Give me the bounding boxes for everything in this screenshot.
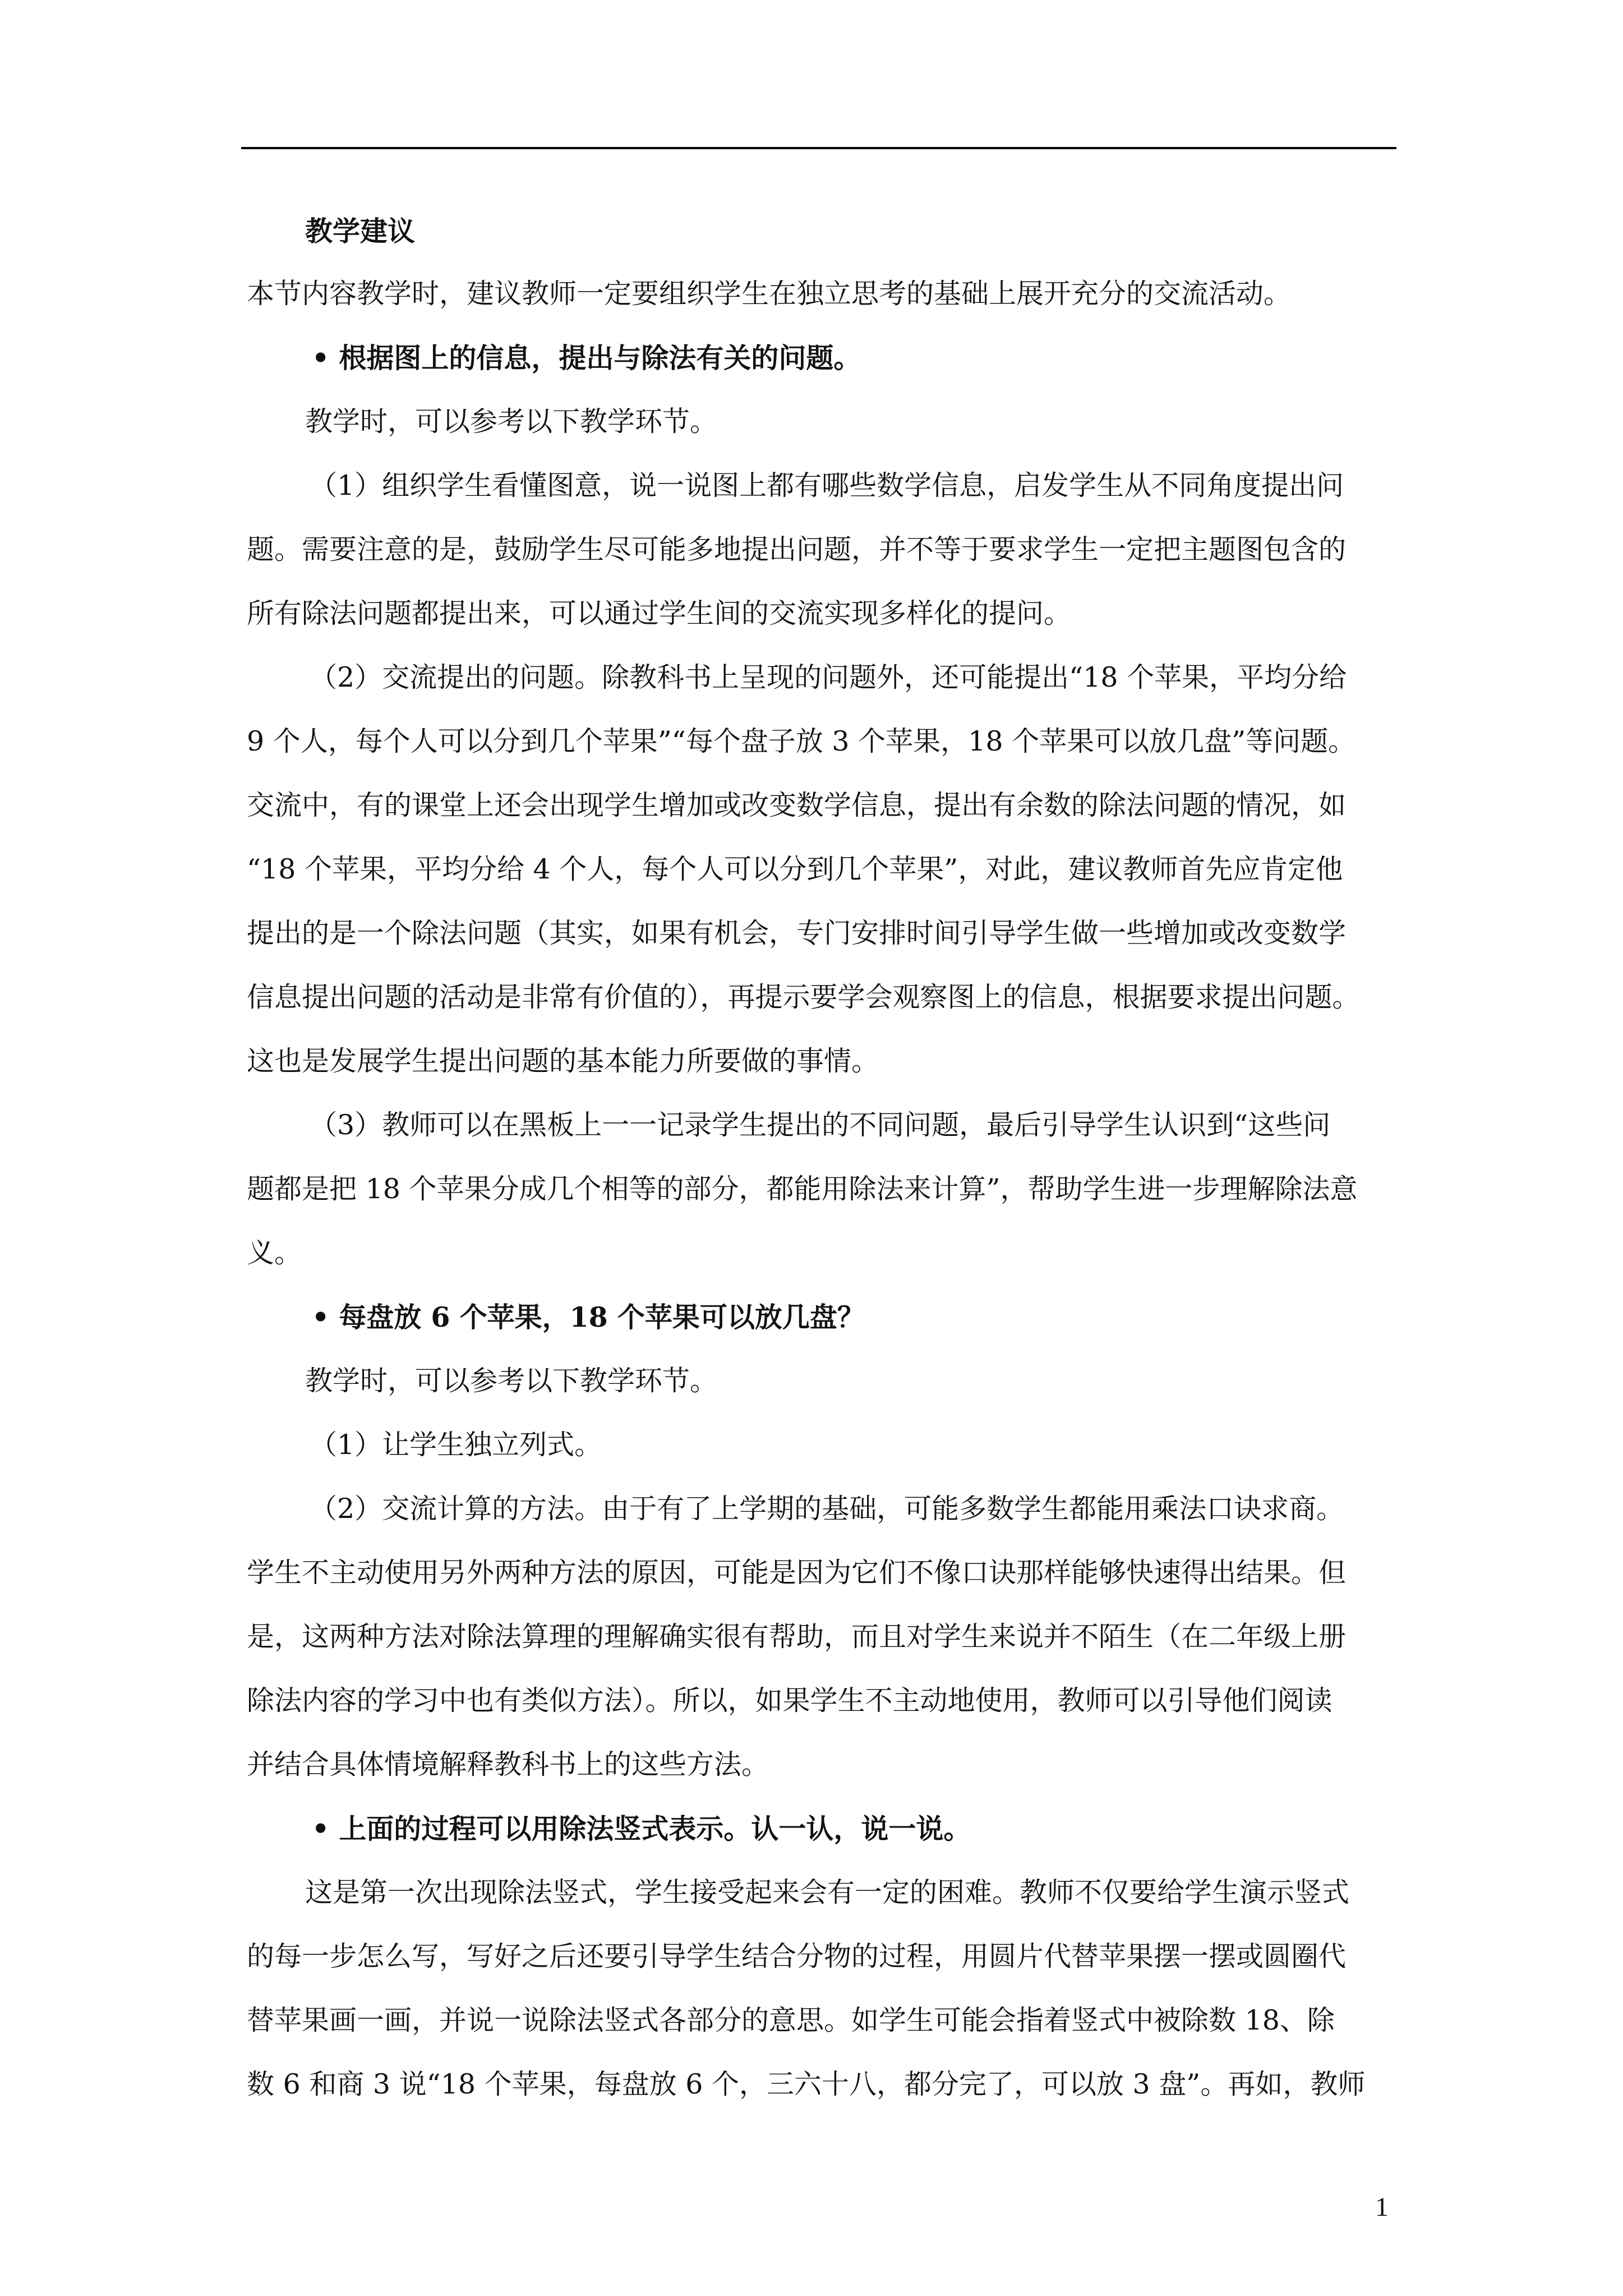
paragraph-line: 题。需要注意的是，鼓励学生尽可能多地提出问题，并不等于要求学生一定把主题图包含的 xyxy=(247,533,1347,565)
page-number: 1 xyxy=(1375,2192,1389,2222)
paragraph-line: 教学时，可以参考以下教学环节。 xyxy=(305,406,718,438)
paragraph-line: 教学时，可以参考以下教学环节。 xyxy=(305,1365,718,1397)
paragraph-line: 并结合具体情境解释教科书上的这些方法。 xyxy=(247,1749,769,1780)
subheading-bullet: • 每盘放 6 个苹果，18 个苹果可以放几盘？ xyxy=(312,1301,865,1333)
paragraph-line: 这也是发展学生提出问题的基本能力所要做的事情。 xyxy=(247,1045,879,1077)
paragraph-line: 是，这两种方法对除法算理的理解确实很有帮助，而且对学生来说并不陌生（在二年级上册 xyxy=(247,1621,1347,1653)
paragraph-line: 的每一步怎么写，写好之后还要引导学生结合分物的过程，用圆片代替苹果摆一摆或圆圈代 xyxy=(247,1940,1347,1972)
section-heading: 教学建议 xyxy=(305,215,416,247)
paragraph-line: 题都是把 18 个苹果分成几个相等的部分，都能用除法来计算”，帮助学生进一步理解除法意 xyxy=(247,1173,1358,1205)
paragraph-line: （2）交流计算的方法。由于有了上学期的基础，可能多数学生都能用乘法口诀求商。 xyxy=(310,1493,1344,1525)
subheading-bullet: • 根据图上的信息，提出与除法有关的问题。 xyxy=(312,342,861,374)
paragraph-line: （2）交流提出的问题。除教科书上呈现的问题外，还可能提出“18 个苹果，平均分给 xyxy=(310,661,1347,693)
paragraph-line: 义。 xyxy=(247,1237,302,1269)
paragraph-line: 提出的是一个除法问题（其实，如果有机会，专门安排时间引导学生做一些增加或改变数学 xyxy=(247,917,1347,949)
paragraph-line: （3）教师可以在黑板上一一记录学生提出的不同问题，最后引导学生认识到“这些问 xyxy=(310,1109,1331,1141)
paragraph-line: （1）组织学生看懂图意，说一说图上都有哪些数学信息，启发学生从不同角度提出问 xyxy=(310,470,1344,501)
header-rule xyxy=(241,147,1396,149)
paragraph-line: 本节内容教学时，建议教师一定要组织学生在独立思考的基础上展开充分的交流活动。 xyxy=(247,278,1292,310)
paragraph-line: 除法内容的学习中也有类似方法）。所以，如果学生不主动地使用，教师可以引导他们阅读 xyxy=(247,1685,1332,1717)
paragraph-line: 9 个人，每个人可以分到几个苹果”“每个盘子放 3 个苹果，18 个苹果可以放几盘”等问题。 xyxy=(247,725,1356,757)
subheading-bullet: • 上面的过程可以用除法竖式表示。认一认，说一说。 xyxy=(312,1812,971,1845)
paragraph-line: “18 个苹果，平均分给 4 个人，每个人可以分到几个苹果”，对此，建议教师首先应肯定他 xyxy=(247,853,1343,885)
paragraph-line: 数 6 和商 3 说“18 个苹果，每盘放 6 个，三六十八，都分完了，可以放 3 盘”。再如，教师 xyxy=(247,2068,1366,2100)
paragraph-line: （1）让学生独立列式。 xyxy=(310,1429,602,1461)
paragraph-line: 这是第一次出现除法竖式，学生接受起来会有一定的困难。教师不仅要给学生演示竖式 xyxy=(305,1876,1350,1908)
paragraph-line: 信息提出问题的活动是非常有价值的），再提示要学会观察图上的信息，根据要求提出问题。 xyxy=(247,981,1360,1013)
paragraph-line: 学生不主动使用另外两种方法的原因，可能是因为它们不像口诀那样能够快速得出结果。但 xyxy=(247,1557,1347,1589)
paragraph-line: 所有除法问题都提出来，可以通过学生间的交流实现多样化的提问。 xyxy=(247,597,1072,629)
paragraph-line: 交流中，有的课堂上还会出现学生增加或改变数学信息，提出有余数的除法问题的情况，如 xyxy=(247,789,1347,821)
paragraph-line: 替苹果画一画，并说一说除法竖式各部分的意思。如学生可能会指着竖式中被除数 18、除 xyxy=(247,2004,1335,2036)
